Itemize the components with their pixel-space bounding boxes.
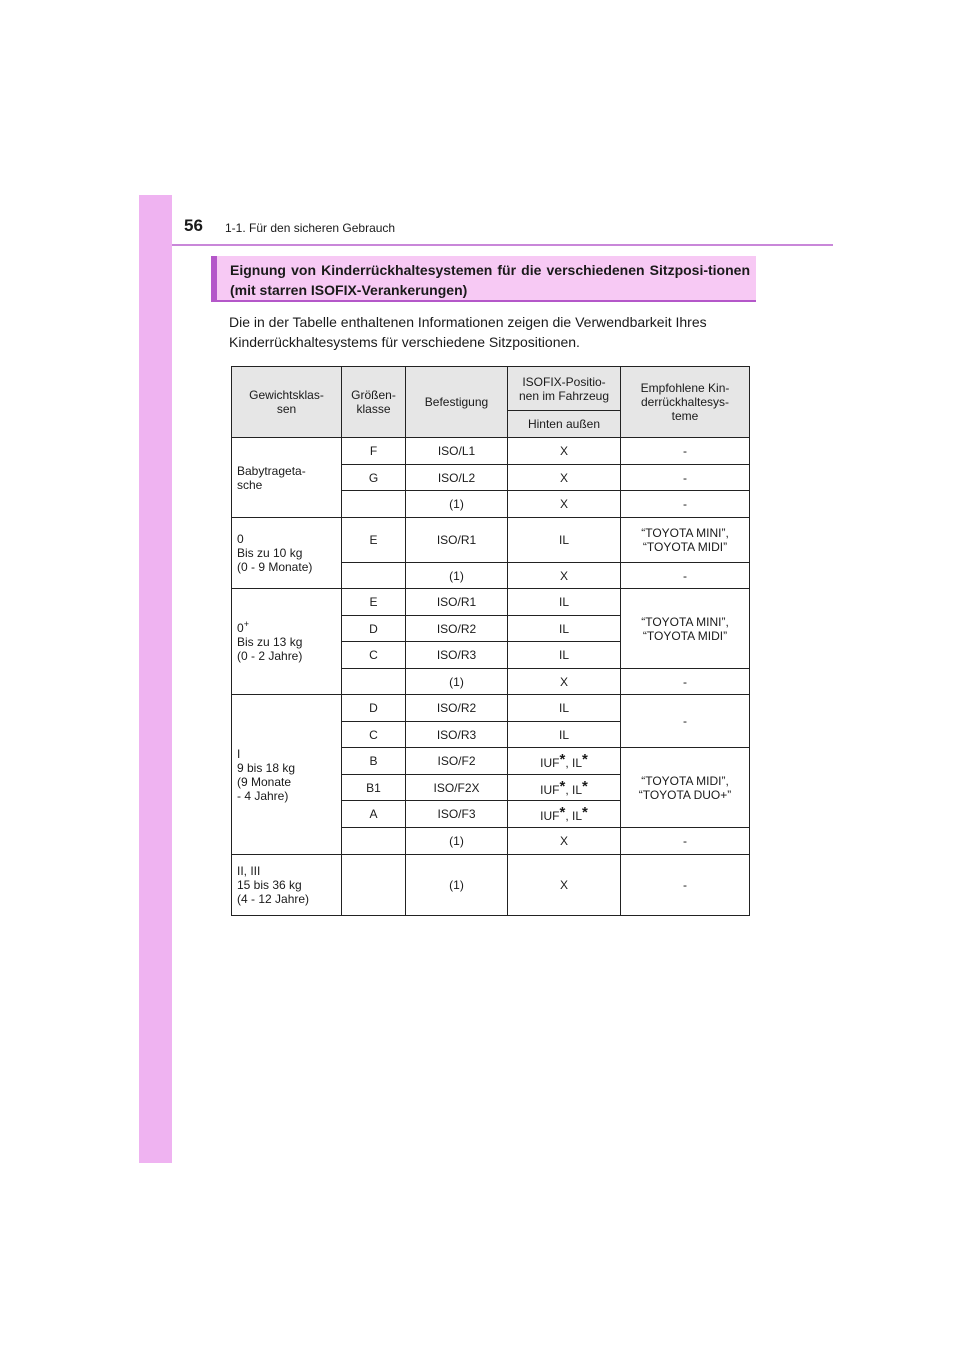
size-cell <box>342 491 406 518</box>
mount-cell: (1) <box>406 563 508 589</box>
mount-cell: ISO/R3 <box>406 722 508 748</box>
group-baby-carrier: Babytrageta- sche <box>232 438 342 518</box>
compatibility-table <box>231 366 750 916</box>
group-0: 0 Bis zu 10 kg (0 - 9 Monate) <box>232 518 342 589</box>
table-row <box>232 438 750 465</box>
mount-cell: ISO/F2X <box>406 775 508 801</box>
recommended-cell: - <box>621 695 750 748</box>
size-cell: C <box>342 722 406 748</box>
position-cell: IL <box>508 695 621 722</box>
size-cell <box>342 563 406 589</box>
header-size-class: Größen- klasse <box>342 367 406 438</box>
recommended-cell: - <box>621 491 750 518</box>
size-cell: G <box>342 465 406 491</box>
recommended-cell: - <box>621 563 750 589</box>
recommended-cell: - <box>621 465 750 491</box>
mount-cell: ISO/R1 <box>406 589 508 616</box>
mount-cell: (1) <box>406 855 508 916</box>
mount-cell: ISO/R2 <box>406 616 508 642</box>
position-cell: X <box>508 828 621 855</box>
position-cell: IUF*, IL* <box>508 801 621 828</box>
position-cell: X <box>508 465 621 491</box>
mount-cell: (1) <box>406 828 508 855</box>
size-cell: C <box>342 642 406 669</box>
position-cell: IUF*, IL* <box>508 775 621 801</box>
size-cell: E <box>342 518 406 563</box>
header-mount: Befestigung <box>406 367 508 438</box>
mount-cell: ISO/R3 <box>406 642 508 669</box>
position-cell: IL <box>508 518 621 563</box>
size-cell: F <box>342 438 406 465</box>
mount-cell: ISO/L2 <box>406 465 508 491</box>
mount-cell: ISO/F2 <box>406 748 508 775</box>
recommended-cell: - <box>621 669 750 695</box>
mount-cell: ISO/R1 <box>406 518 508 563</box>
header-rule <box>172 244 833 246</box>
page-number: 56 <box>184 216 203 235</box>
position-cell: X <box>508 669 621 695</box>
header-isofix-position: ISOFIX-Positio- nen im Fahrzeug <box>508 367 621 411</box>
size-cell: D <box>342 695 406 722</box>
recommended-cell: - <box>621 855 750 916</box>
position-cell: X <box>508 855 621 916</box>
mount-cell: ISO/R2 <box>406 695 508 722</box>
mount-cell: ISO/L1 <box>406 438 508 465</box>
recommended-cell: “TOYOTA MINI”, “TOYOTA MIDI” <box>621 518 750 563</box>
recommended-cell: - <box>621 438 750 465</box>
size-cell: B1 <box>342 775 406 801</box>
header-rear-outer: Hinten außen <box>508 411 621 438</box>
table-row <box>232 589 750 616</box>
heading-box-title: Eignung von Kinderrückhaltesystemen für die verschiedenen Sitzposi-tionen (mit starren ISOFIX-Verankerungen) <box>230 262 750 298</box>
position-cell: X <box>508 491 621 518</box>
position-cell: IL <box>508 642 621 669</box>
position-cell: X <box>508 563 621 589</box>
group-0-plus: 0+ Bis zu 13 kg (0 - 2 Jahre) <box>232 589 342 695</box>
header-weight-class: Gewichtsklas- sen <box>232 367 342 438</box>
group-ii-iii: II, III 15 bis 36 kg (4 - 12 Jahre) <box>232 855 342 916</box>
position-cell: IL <box>508 589 621 616</box>
recommended-cell: “TOYOTA MIDI”, “TOYOTA DUO+” <box>621 748 750 828</box>
size-cell <box>342 855 406 916</box>
position-cell: IL <box>508 722 621 748</box>
intro-paragraph: Die in der Tabelle enthaltenen Informationen zeigen die Verwendbarkeit Ihres Kinderrückhaltesystems für verschiedene Sitzpositionen. <box>229 314 707 350</box>
size-cell: B <box>342 748 406 775</box>
recommended-cell: “TOYOTA MINI”, “TOYOTA MIDI” <box>621 589 750 669</box>
size-cell: D <box>342 616 406 642</box>
heading-box <box>211 256 756 302</box>
table-header-row <box>232 367 750 411</box>
size-cell <box>342 828 406 855</box>
group-i: I 9 bis 18 kg (9 Monate - 4 Jahre) <box>232 695 342 855</box>
size-cell: E <box>342 589 406 616</box>
table-row <box>232 855 750 916</box>
header-recommended-systems: Empfohlene Kin- derrückhaltesys- teme <box>621 367 750 438</box>
position-cell: IUF*, IL* <box>508 748 621 775</box>
size-cell: A <box>342 801 406 828</box>
table-row <box>232 518 750 563</box>
size-cell <box>342 669 406 695</box>
position-cell: X <box>508 438 621 465</box>
position-cell: IL <box>508 616 621 642</box>
mount-cell: (1) <box>406 669 508 695</box>
mount-cell: ISO/F3 <box>406 801 508 828</box>
recommended-cell: - <box>621 828 750 855</box>
mount-cell: (1) <box>406 491 508 518</box>
chapter-side-bar <box>139 195 172 1163</box>
section-title: 1-1. Für den sicheren Gebrauch <box>225 221 396 235</box>
table-row <box>232 695 750 722</box>
